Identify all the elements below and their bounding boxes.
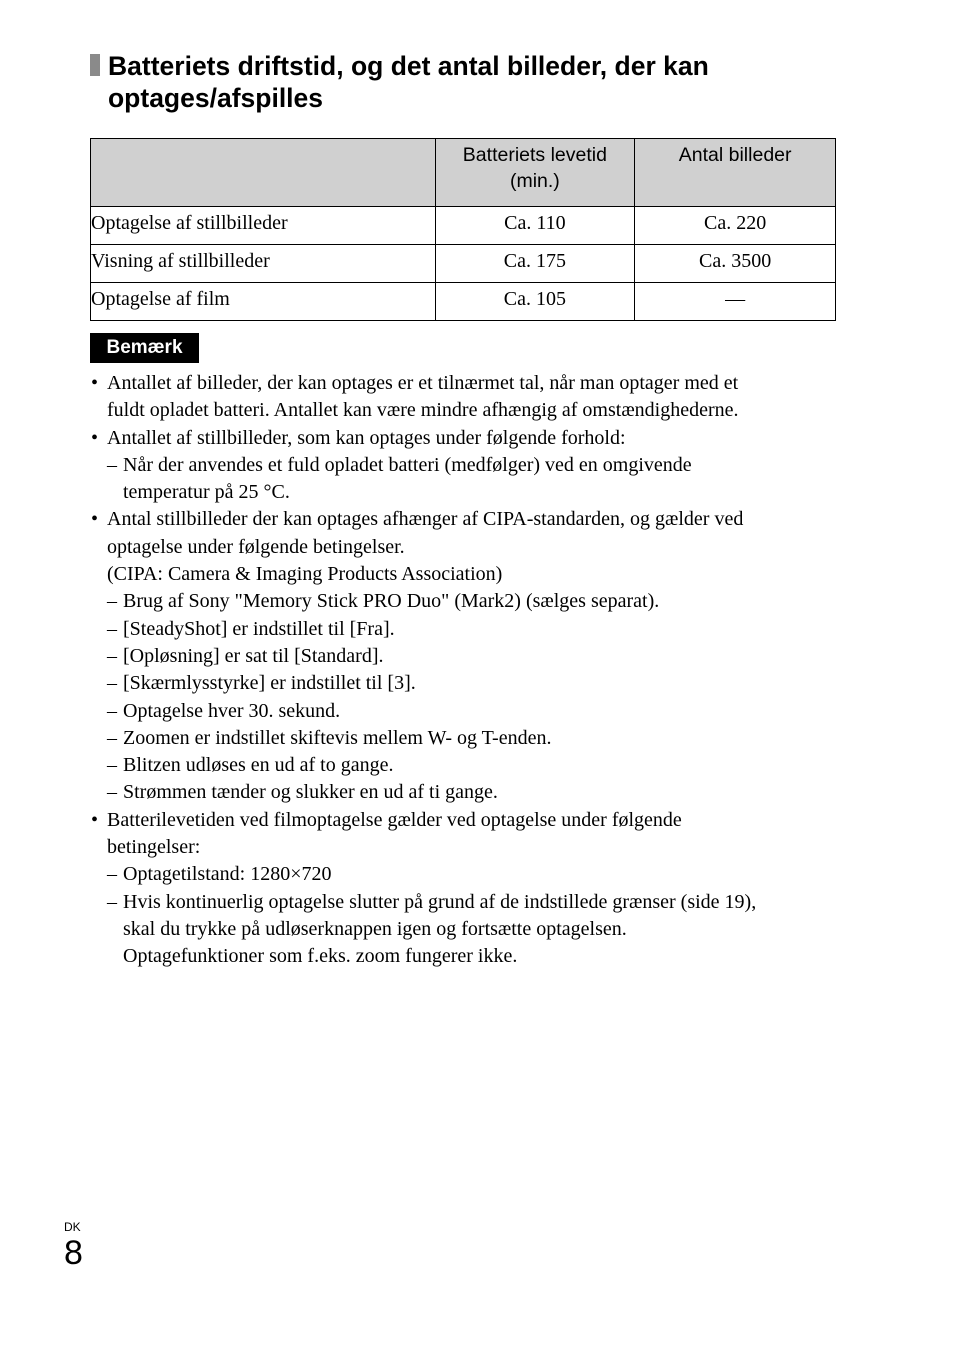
row-image-count: — xyxy=(635,283,836,321)
note-1-line-2 xyxy=(90,397,850,424)
note-text: optagelse under følgende betingelser. xyxy=(107,535,405,558)
page-number: 8 xyxy=(64,1234,83,1272)
note-3-sub-3 xyxy=(90,643,850,670)
dash-mark: – xyxy=(107,617,117,640)
note-text: (CIPA: Camera & Imaging Products Association) xyxy=(107,563,503,586)
note-text: Batterilevetiden ved filmoptagelse gælder ved optagelse under følgende xyxy=(107,808,682,831)
note-text: Antallet af billeder, der kan optages er et tilnærmet tal, når man optager med et xyxy=(107,372,739,394)
row-battery-life: Ca. 105 xyxy=(435,283,635,321)
note-4-sub-2-line-1 xyxy=(90,889,850,916)
note-3-sub-5 xyxy=(90,698,850,725)
note-2-sub-line-1 xyxy=(90,452,850,479)
bullet-mark: • xyxy=(91,372,99,394)
row-image-count: Ca. 220 xyxy=(635,207,836,245)
note-text: [Opløsning] er sat til [Standard]. xyxy=(123,644,384,667)
page-language-code: DK xyxy=(64,1220,81,1234)
note-text: [Skærmlysstyrke] er indstillet til [3]. xyxy=(123,672,416,695)
note-text: Blitzen udløses en ud af to gange. xyxy=(123,754,394,777)
note-3-sub-6 xyxy=(90,725,850,752)
note-text: Optagefunktioner som f.eks. zoom fungerer ikke. xyxy=(123,945,518,968)
note-text: fuldt opladet batteri. Antallet kan være mindre afhængig af omstændighederne. xyxy=(107,399,739,422)
table-header-row xyxy=(91,139,836,207)
note-text: temperatur på 25 °C. xyxy=(123,481,290,504)
note-text: Zoomen er indstillet skiftevis mellem W- og T-enden. xyxy=(123,726,552,749)
note-text: Optagetilstand: 1280×720 xyxy=(123,863,332,886)
dash-mark: – xyxy=(107,754,117,777)
note-3-line-1 xyxy=(90,506,850,533)
note-3-sub-8 xyxy=(90,779,850,806)
dash-mark: – xyxy=(107,781,117,804)
header-battery-life-line-2: (min.) xyxy=(509,170,560,192)
dash-mark: – xyxy=(107,672,117,695)
row-label: Optagelse af stillbilleder xyxy=(91,207,436,245)
note-text: Når der anvendes et fuld opladet batteri (medfølger) ved en omgivende xyxy=(123,453,692,476)
page-footer xyxy=(64,1220,83,1270)
note-text: Antallet af stillbilleder, som kan optages under følgende forhold: xyxy=(107,426,626,449)
table-header-empty xyxy=(91,139,436,207)
note-text: [SteadyShot] er indstillet til [Fra]. xyxy=(123,617,395,640)
note-3-sub-1 xyxy=(90,588,850,615)
dash-mark: – xyxy=(107,453,117,476)
table-header-battery-life xyxy=(435,139,635,207)
row-label: Visning af stillbilleder xyxy=(91,245,436,283)
heading-line-1: Batteriets driftstid, og det antal billeder, der kan xyxy=(108,51,709,81)
heading-line-2: optages/afspilles xyxy=(108,83,324,113)
note-3-sub-2 xyxy=(90,616,850,643)
bullet-mark: • xyxy=(91,808,99,831)
note-4-sub-2-line-3 xyxy=(90,943,850,970)
row-label: Optagelse af film xyxy=(91,283,436,321)
note-4-sub-1 xyxy=(90,861,850,888)
bullet-mark: • xyxy=(91,508,99,531)
note-2-line-1 xyxy=(90,425,850,452)
dash-mark: – xyxy=(107,890,117,913)
dash-mark: – xyxy=(107,863,117,886)
note-text: Optagelse hver 30. sekund. xyxy=(123,699,341,722)
note-badge: Bemærk xyxy=(90,333,199,363)
dash-mark: – xyxy=(107,644,117,667)
table-row xyxy=(91,283,836,321)
note-4-sub-2-line-2 xyxy=(90,916,850,943)
note-3-line-2 xyxy=(90,534,850,561)
table-header-image-count: Antal billeder xyxy=(635,139,836,207)
note-3-sub-4 xyxy=(90,670,850,697)
table-row xyxy=(91,245,836,283)
battery-table xyxy=(90,138,836,321)
note-text: betingelser: xyxy=(107,836,201,859)
row-image-count: Ca. 3500 xyxy=(635,245,836,283)
note-2-sub-line-2 xyxy=(90,479,850,506)
heading-marker-icon xyxy=(90,54,100,76)
note-text: Strømmen tænder og slukker en ud af ti gange. xyxy=(123,781,498,804)
dash-mark: – xyxy=(107,726,117,749)
note-4-line-2 xyxy=(90,834,850,861)
note-1-line-1 xyxy=(90,370,850,397)
table-row xyxy=(91,207,836,245)
note-text: Hvis kontinuerlig optagelse slutter på grund af de indstillede grænser (side 19), xyxy=(123,890,757,913)
bullet-mark: • xyxy=(91,426,99,449)
row-battery-life: Ca. 110 xyxy=(435,207,635,245)
dash-mark: – xyxy=(107,590,117,613)
note-3-sub-7 xyxy=(90,752,850,779)
note-text: Antal stillbilleder der kan optages afhænger af CIPA-standarden, og gælder ved xyxy=(107,508,744,531)
dash-mark: – xyxy=(107,699,117,722)
row-battery-life: Ca. 175 xyxy=(435,245,635,283)
note-3-line-3 xyxy=(90,561,850,588)
note-text: skal du trykke på udløserknappen igen og fortsætte optagelsen. xyxy=(123,917,627,940)
note-4-line-1 xyxy=(90,807,850,834)
notes-list xyxy=(90,370,850,971)
note-text: Brug af Sony "Memory Stick PRO Duo" (Mark2) (sælges separat). xyxy=(123,590,660,613)
header-battery-life-line-1: Batteriets levetid xyxy=(462,144,607,166)
section-heading xyxy=(90,50,850,114)
